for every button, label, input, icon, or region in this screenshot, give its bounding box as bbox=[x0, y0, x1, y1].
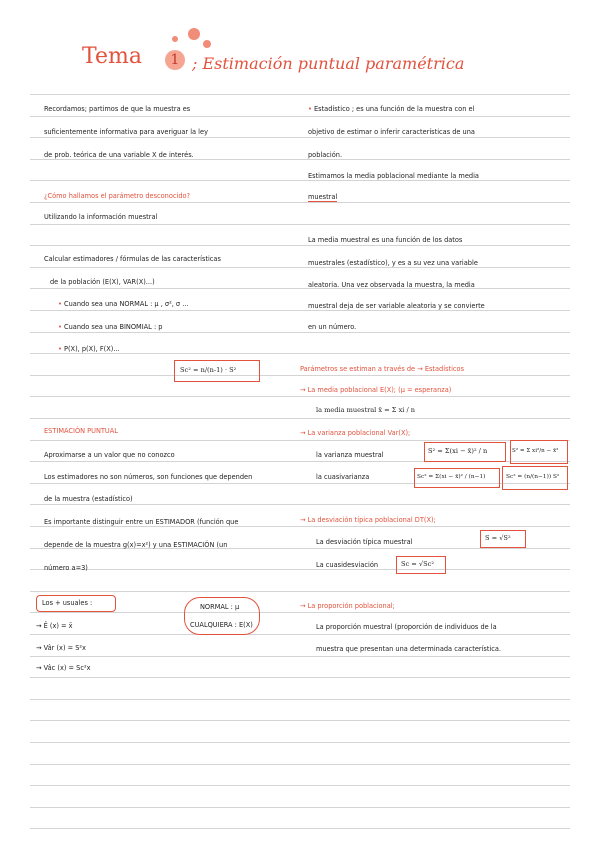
usual-heading: Los + usuales : bbox=[42, 599, 93, 607]
bullet-dot-icon: • bbox=[308, 105, 314, 113]
ruled-line bbox=[30, 591, 570, 592]
ruled-line bbox=[30, 612, 570, 613]
ruled-line bbox=[30, 396, 570, 397]
decor-dot bbox=[188, 28, 200, 40]
bullet-binomial-text: Cuando sea una BINOMIAL : p bbox=[64, 323, 163, 331]
ruled-line bbox=[30, 677, 570, 678]
ruled-line bbox=[30, 137, 570, 138]
ruled-line bbox=[30, 224, 570, 225]
cuasivarianza-label: la cuasivarianza bbox=[316, 473, 370, 481]
formula-s2-b: S² = Σ xi²/n − x̄² bbox=[512, 448, 559, 454]
ruled-line bbox=[30, 440, 570, 441]
usual-quasivar: → Vâc (x) = Sc²x bbox=[36, 664, 91, 672]
ruled-line bbox=[30, 375, 570, 376]
ruled-line bbox=[30, 159, 570, 160]
question-heading: ¿Cómo hallamos el parámetro desconocido? bbox=[44, 192, 191, 200]
media-poblacional-heading: → La media poblacional E(X); (μ = esperanza) bbox=[300, 386, 452, 394]
estadistico-line-2: objetivo de estimar o inferir características de una bbox=[308, 128, 475, 136]
ruled-line bbox=[30, 742, 570, 743]
sc-formula: Sc² = n/(n-1) · S² bbox=[180, 366, 237, 374]
estadistico-line-3: población. bbox=[308, 151, 343, 159]
ruled-line bbox=[30, 634, 570, 635]
ruled-line bbox=[30, 353, 570, 354]
bullet-dot-icon: • bbox=[58, 300, 64, 308]
ruled-line bbox=[30, 180, 570, 181]
title-rest: ; Estimación puntual paramétrica bbox=[192, 54, 465, 73]
muestral-underlined: muestral bbox=[308, 193, 338, 201]
ruled-line bbox=[30, 807, 570, 808]
important-line-2: depende de la muestra g(x)=x²) y una ESTIMACIÓN (un bbox=[44, 541, 228, 549]
estimacion-line-1: Aproximarse a un valor que no conozco bbox=[44, 451, 175, 459]
media-muestral-formula: la media muestral x̄ = Σ xi / n bbox=[316, 406, 416, 414]
ruled-line bbox=[30, 202, 570, 203]
answer-text: Utilizando la información muestral bbox=[44, 213, 158, 221]
parametros-line: Parámetros se estiman a través de → Estadísticos bbox=[300, 365, 465, 373]
usual-mean: → Ê (x) = x̄ bbox=[36, 622, 73, 630]
ruled-line bbox=[30, 310, 570, 311]
media-line-4: muestral deja de ser variable aleatoria y se convierte bbox=[308, 302, 485, 310]
ruled-line bbox=[30, 764, 570, 765]
page-title bbox=[82, 44, 142, 70]
ruled-line bbox=[30, 288, 570, 289]
page-subtitle bbox=[192, 50, 464, 77]
bullet-binomial bbox=[58, 323, 162, 331]
calc-line-2: de la población (E(X), VAR(X)...) bbox=[50, 278, 155, 286]
intro-line-3: de prob. teórica de una variable X de interés. bbox=[44, 151, 194, 159]
formula-s: S = √S² bbox=[485, 534, 511, 542]
varianza-muestral-label: la varianza muestral bbox=[316, 451, 384, 459]
cloud-any: CUALQUIERA : E(X) bbox=[190, 621, 253, 629]
estadistico-text-1: Estadístico ; es una función de la muestra con el bbox=[314, 105, 475, 113]
ruled-line bbox=[30, 504, 570, 505]
desviacion-heading: → La desviación típica poblacional DT(X); bbox=[300, 516, 436, 524]
ruled-line bbox=[30, 569, 570, 570]
varianza-heading: → La varianza poblacional Var(X); bbox=[300, 429, 411, 437]
bullet-dot-icon: • bbox=[58, 323, 64, 331]
media-line-3: aleatoria. Una vez observada la muestra, la media bbox=[308, 281, 475, 289]
ruled-line bbox=[30, 699, 570, 700]
media-line-5: en un número. bbox=[308, 323, 357, 331]
formula-sc2-a: Sc² = Σ(xi − x̄)² / (n−1) bbox=[417, 474, 486, 480]
ruled-line bbox=[30, 828, 570, 829]
formula-sc: Sc = √Sc² bbox=[401, 560, 434, 568]
bullet-normal bbox=[58, 300, 189, 308]
decor-dot bbox=[172, 36, 178, 42]
title-tema: Tema bbox=[82, 44, 142, 69]
cuasidesviacion-label: La cuasidesviación bbox=[316, 561, 379, 569]
ruled-line bbox=[30, 526, 570, 527]
proporcion-heading: → La proporción poblacional; bbox=[300, 602, 395, 610]
ruled-line bbox=[30, 94, 570, 95]
estadistico-line-5 bbox=[308, 193, 337, 201]
proporcion-line-2: muestra que presentan una determinada característica. bbox=[316, 645, 502, 653]
proporcion-line-1: La proporción muestral (proporción de individuos de la bbox=[316, 623, 497, 631]
ruled-line bbox=[30, 245, 570, 246]
desviacion-muestral-label: La desviación típica muestral bbox=[316, 538, 413, 546]
title-number: 1 bbox=[165, 50, 185, 70]
estimacion-line-2: Los estimadores no son números, son funciones que dependen bbox=[44, 473, 253, 481]
ruled-line bbox=[30, 267, 570, 268]
estimacion-heading: ESTIMACIÓN PUNTUAL bbox=[44, 427, 118, 435]
intro-line-1: Recordamos; partimos de que la muestra es bbox=[44, 105, 191, 113]
formula-sc2-b: Sc² = (n/(n−1)) S² bbox=[506, 474, 560, 480]
ruled-line bbox=[30, 656, 570, 657]
estadistico-line-4: Estimamos la media poblacional mediante la media bbox=[308, 172, 479, 180]
ruled-line bbox=[30, 418, 570, 419]
bullet-normal-text: Cuando sea una NORMAL : μ , σ², σ ... bbox=[64, 300, 189, 308]
formula-s2-a: S² = Σ(xi − x̄)² / n bbox=[428, 447, 488, 455]
important-line-1: Es importante distinguir entre un ESTIMADOR (función que bbox=[44, 518, 239, 526]
bullet-probabilities-text: P(X), p(X), F(X)... bbox=[64, 345, 120, 353]
important-line-3: número a=3) bbox=[44, 564, 88, 572]
intro-line-2: suficientemente informativa para averiguar la ley bbox=[44, 128, 208, 136]
ruled-line bbox=[30, 116, 570, 117]
estimacion-line-3: de la muestra (estadístico) bbox=[44, 495, 133, 503]
calc-line-1: Calcular estimadores / fórmulas de las características bbox=[44, 255, 221, 263]
media-line-2: muestrales (estadístico), y es a su vez una variable bbox=[308, 259, 478, 267]
decor-dot bbox=[203, 40, 211, 48]
ruled-line bbox=[30, 720, 570, 721]
ruled-line bbox=[30, 785, 570, 786]
estadistico-line-1 bbox=[308, 105, 474, 113]
bullet-dot-icon: • bbox=[58, 345, 64, 353]
cloud-normal: NORMAL : μ bbox=[200, 603, 240, 611]
bullet-probabilities bbox=[58, 345, 120, 353]
media-line-1: La media muestral es una función de los datos bbox=[308, 236, 463, 244]
ruled-line bbox=[30, 332, 570, 333]
usual-var: → Vâr (x) = S²x bbox=[36, 644, 86, 652]
